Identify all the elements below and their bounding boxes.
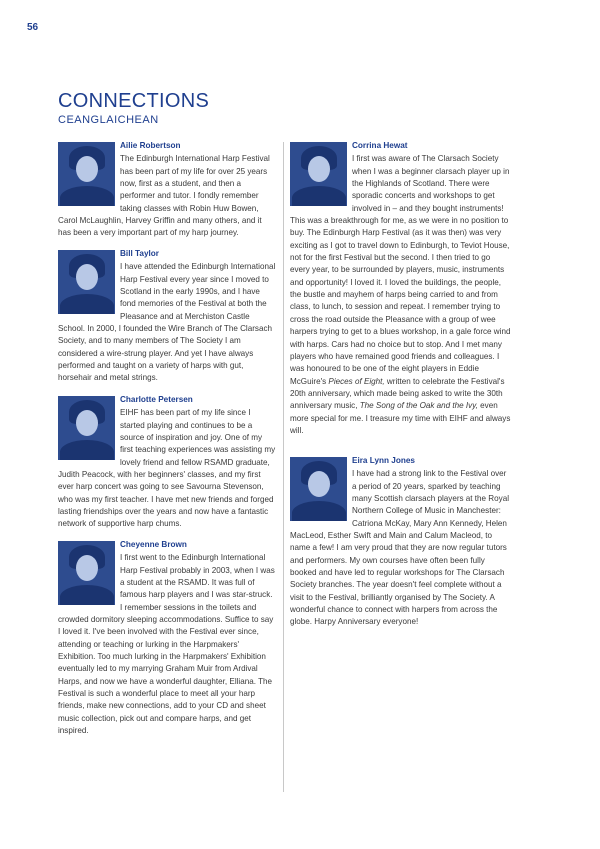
- page-number: 56: [27, 22, 39, 33]
- entry-name: Cheyenne Brown: [120, 540, 187, 549]
- entry-name: Charlotte Petersen: [120, 395, 193, 404]
- entry-name: Eira Lynn Jones: [352, 456, 415, 465]
- portrait-photo: [290, 142, 347, 206]
- entry-corrina-hewat: [290, 140, 512, 437]
- entry-text: I have attended the Edinburgh International Harp Festival every year since I moved to Scotland in the early 1990s, and I have fond memories of the Festival at both the Pleasance and at Merchiston Castle School. In 2000, I founded the Wire Branch of The Clarsach Society, and to many members of The Society I am considered a wire-strung player. And yet I have always performed and taught on a variety of harps with gut, horsehair and metal strings.: [58, 262, 276, 383]
- portrait-photo: [58, 142, 115, 206]
- entry-text: The Edinburgh International Harp Festival has been part of my life for over 25 years now, first as a student, and then a performer and tutor. I fondly remember taking classes with Robin Huw Bowen, Carol McLaughlin, Harvey Griffin and many others, and it has been a very important part of my harp journey.: [58, 154, 270, 238]
- entry-name: Bill Taylor: [120, 249, 159, 258]
- entry-text: I first was aware of The Clarsach Society when I was a beginner clarsach player up in the Highlands of Scotland. There were sporadic concerts and workshops to get involved in – and they bought instruments! This was a breakthrough for me, as we were in no position to buy. The Edinburgh Harp Festival (as it was then) was very exciting as I got to travel down to Edinburgh, to Teviot House, not for the first Festival but the second. I then tried to go every year, to be surrounded by players, music, instruments and opportunity! I loved it. I loved the buildings, the people, the bustle and mayhem of harps being carried to and from class, to lunch, to session and repeat. I remember trying to cross the road outside the Pleasance with a group of wee harpers trying to get to a blues workshop, in a gale force wind with harps. Cars had no choice but to stop. And I met many players who have remained good friends and colleagues. I was honoured to be one of the eight players in Eddie McGuire's Pieces of Eight, written to celebrate the Festival's 20th anniversary, which made being asked to write the 30th anniversary music, The Song of the Oak and the Ivy, even more special for me. I treasure my time with EIHF and always will.: [290, 154, 511, 435]
- portrait-photo: [58, 541, 115, 605]
- entry-charlotte-petersen: [58, 394, 276, 531]
- entry-cheyenne-brown: [58, 539, 276, 738]
- entry-text: I have had a strong link to the Festival over a period of 20 years, sparked by teaching many Scottish clarsach players at the Royal Northern College of Music in Manchester: Catriona McKay, Mary Ann Kennedy, Helen MacLeod, Esther Swift and Main and Calum Macleod, to name a few! I am very proud that they are now regular tutors and performers. My own courses have often been fully booked and have led to regular workshops for The Clarsach Society branches. The year doesn't feel complete without a visit to the Festival, brilliantly organised by The Society. A wonderful chance to connect with harpers from across the globe. Harpy Anniversary everyone!: [290, 469, 509, 627]
- portrait-photo: [58, 250, 115, 314]
- page-title: CONNECTIONS: [58, 90, 210, 112]
- entry-bill-taylor: [58, 248, 276, 385]
- entry-text: I first went to the Edinburgh International Harp Festival probably in 2003, when I was a student at the RSAMD. It was full of famous harp players and I was star-struck. I remember sessions in the toilets and crowded dormitory sleeping accommodations. Suffice to say I loved it. I've been involved with the Festival ever since, attending or teaching or lurking in the Harpmakers' Exhibition. Too much lurking in the Harpmakers' Exhibition eventually led to my marrying Graham Muir from Ardival Harps, and now we have a wonderful daughter, Elliana. The Festival is such a wonderful place to meet all your harp friends, make new connections, add to your CD and sheet music collection, pick out and compare harps, and get inspired.: [58, 553, 275, 736]
- page-subtitle: CEANGLAICHEAN: [58, 114, 159, 126]
- entry-ailie-robertson: [58, 140, 276, 240]
- entry-eira-lynn-jones: [290, 455, 512, 629]
- entry-name: Corrina Hewat: [352, 141, 408, 150]
- entry-text: EIHF has been part of my life since I started playing and continues to be a source of inspiration and joy. One of my first teaching experiences was assisting my lovely friend and fellow RSAMD graduate, Judith Peacock, with her beginners' classes, and my first ever harp concert was going to see Savourna Stevenson, who was my first teacher. I have met new friends and forged lasting friendships over the years and now have a fantastic network of supportive harp chums.: [58, 408, 276, 529]
- entry-name: Ailie Robertson: [120, 141, 181, 150]
- portrait-photo: [58, 396, 115, 460]
- column-divider: [283, 142, 284, 792]
- portrait-photo: [290, 457, 347, 521]
